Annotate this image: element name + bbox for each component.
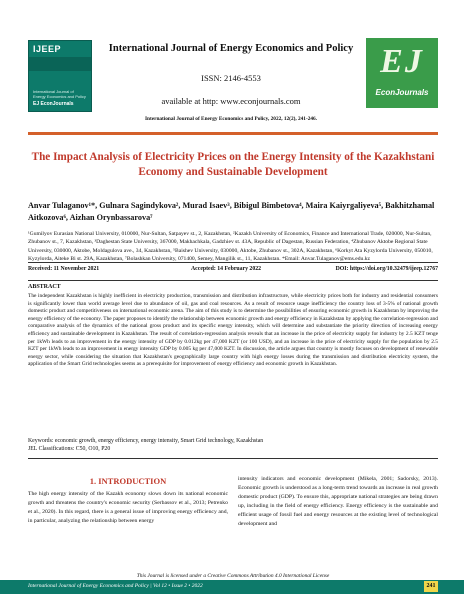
journal-logo-left <box>28 40 92 112</box>
logo-band <box>29 57 91 71</box>
jel-classifications: JEL Classifications: C50, O10, P20 <box>28 446 111 452</box>
abstract-text: The independent Kazakhstan is highly inefficient in electricity production, transmission and distribution infrastructure, while electricity prices both for industry and residential consumers is significantly lower than world average level due to abundance of oil, gas and coal resources. As a result of resource usage inefficiency the country loss of 3-5% of national growth domestic product and competitiveness on international economic arena. The aim of this study is to determine the possibilities of ensuring economic growth in Kazakhstan by improving the energy efficiency of the economy. The paper proposes to identify the relationship between economic growth and energy efficiency in Kazakhstan by applying the correlation-regression and comparative analysis of the dynamics of the national gross product and its specific energy intensity, which will determine and substantiate the priority direction of increasing energy efficiency and sustainable development in Kazakhstan. The result of correlation-regression analysis reveals that an increase in the price of electricity supply for industry by 2.5 KZT tenge per 1kWh leads to an improvement in the energy intensity of GDP by 0.012kg per 47,000 KZT (or 100 USD), and an increase in the price of electricity supply for the population by 2.5 KZT per 1kWh leads to an improvement in energy intensity GDP by 0.005 kg per 47,000 KZT. In discussion, the article argues that country is mostly focuses on development of renewable energy sector, while considering the situation that Kazakhstan's geographically large country with high energy losses during the transmission and distribution electricity system, the application of the Smart Grid technologies seems as a prerequisite for improvement of energy efficiency and economic growth in Kazakhstan. <box>28 293 438 368</box>
logo-subtitle: International Journal of Energy Economics and Policy <box>33 89 86 99</box>
divider <box>28 262 438 263</box>
license-note: This Journal is licensed under a Creative Commons Attribution 4.0 International License <box>136 573 330 579</box>
citation-line: International Journal of Energy Economics and Policy, 2022, 12(2), 241-246. <box>144 116 317 122</box>
accepted-date: Accepted: 14 February 2022 <box>191 266 262 272</box>
header-divider <box>28 132 438 135</box>
keywords: Keywords: economic growth, energy efficiency, energy intensity, Smart Grid technology, Kazakhstan <box>28 438 264 444</box>
econjournals-logo <box>366 38 438 108</box>
logo-text: IJEEP <box>33 44 62 54</box>
intro-column-left: The high energy intensity of the Kazakh economy slows down its national economic growth and threatens the country's economic security (Serbassov et al., 2013; Petrenko et al., 2020). In this regard, there is a general issue of improving energy efficiency and, in particular, analyzing the relationship between energy <box>28 491 228 525</box>
availability-link[interactable]: available at http: www.econjournals.com <box>161 96 301 106</box>
intro-column-right: intensity indicators and economic development (Mikela, 2001; Sadorsky, 2013). Economic growth is understood as a long-term trend towards an increase in real growth domestic product (GDP). To ensure this, appropriate national strategies are being drawn up, including in the field of energy efficiency. Energy efficiency is the sustainable and efficient usage of fossil fuel and energy resources at the existing level of technological development and <box>238 476 438 528</box>
issn: ISSN: 2146-4553 <box>201 73 261 83</box>
page-number: 241 <box>424 581 438 592</box>
received-date: Received: 11 November 2021 <box>28 266 100 272</box>
journal-title: International Journal of Energy Economics and Policy <box>108 43 354 54</box>
doi-link[interactable]: DOI: https://doi.org/10.32479/ijeep.12767 <box>335 266 438 272</box>
article-title: The Impact Analysis of Electricity Prices on the Energy Intensity of the Kazakhstani Economy and Sustainable Development <box>31 151 435 178</box>
author-list: Anvar Tulaganov¹*, Gulnara Sagindykova², Murad Isaev³, Bibigul Bimbetova⁴, Maira Kaiyrgaliyeva⁵, Bakhitzhamal Aitkozova⁶, Aizhan Orynbassarova⁷ <box>28 201 435 222</box>
abstract-heading: ABSTRACT <box>28 284 61 290</box>
affiliations: ¹Gumilyov Eurasian National University, 010000, Nur-Sultan, Satpayev st., 2, Kazakhstan, ²Kazakh University of Economics, Finance and International Trade, 020000, Nur-Sultan, Zhubanov st., 7, Kazakhstan, ³Daghestan State University, 367000, Makhachkala, Gadzhiev st. 43A, Republic of Dagestan, Russian Federation, ⁴Zhubanov Aktobe Regional State University, 030000, Aktobe, Moldagulova ave., 34, Kazakhstan, ⁵Baishev University, 030000, Aktobe, Zhubanov st., 302A, Kazakhstan, ⁶Korkyt Ata Kyzylorda University, 050010, Kyzylorda, Aiteke Bi st. 29A, Kazakhstan, ⁷Bolashkan University, 071400, Semey, Mangilik st., 11, Kazakhstan. *Email: Anvar.Tulaganov@ems.edu.kz <box>28 231 433 263</box>
keywords-block <box>28 437 438 453</box>
footer-journal-line: International Journal of Energy Economics and Policy | Vol 12 • Issue 2 • 2022 <box>28 583 203 589</box>
footer-bar <box>0 580 464 594</box>
ej-name: EconJournals <box>375 88 429 97</box>
section-heading-introduction: 1. INTRODUCTION <box>89 476 167 486</box>
article-dates <box>28 266 438 276</box>
logo-publisher-mark: EJ EconJournals <box>33 101 74 107</box>
divider <box>28 458 438 459</box>
ej-mark: EJ <box>380 43 424 80</box>
divider <box>28 280 438 281</box>
